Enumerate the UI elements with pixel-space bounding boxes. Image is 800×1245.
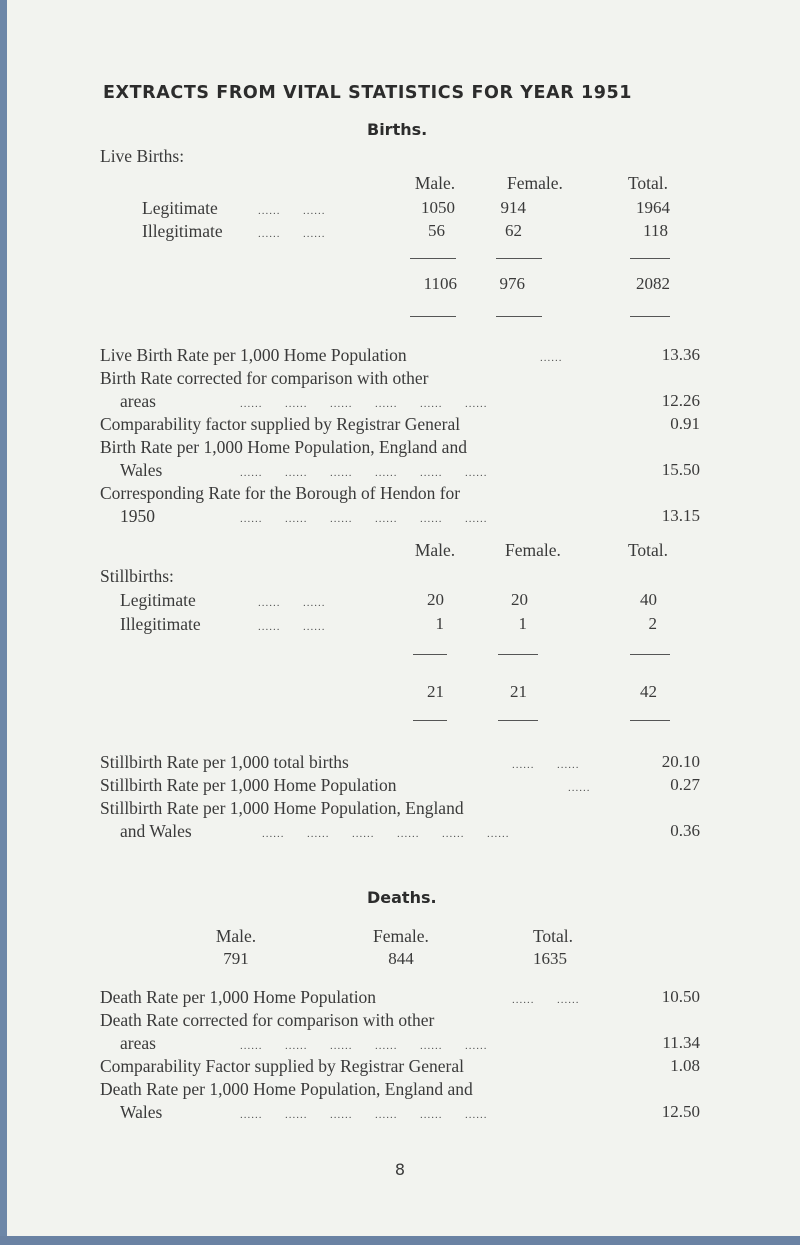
births-row-label: Legitimate [142,198,218,218]
births-cell-male: 1050 [421,198,455,217]
rate-label: Death Rate per 1,000 Home Population [100,987,377,1007]
leader-dots: ...... ...... ...... ...... ...... ...... [240,513,488,525]
rate-value: 0.91 [670,414,700,433]
deaths-female: 844 [388,949,414,968]
deaths-male: 791 [223,949,249,968]
deaths-col-total: Total. [532,926,574,946]
births-total-female: 976 [499,274,525,293]
births-cell-total: 118 [643,221,668,240]
rate-value: 0.36 [670,821,700,840]
deaths-total: 1635 [533,949,567,968]
rate-label: Death Rate per 1,000 Home Population, England and [100,1079,473,1099]
sum-rule [498,720,538,721]
births-cell-male: 56 [428,221,445,240]
rate-label: Corresponding Rate for the Borough of Hendon for [100,483,461,503]
sum-rule [413,654,447,655]
sum-rule [630,720,670,721]
rate-label: Birth Rate per 1,000 Home Population, England and [100,437,467,457]
leader-dots: ...... ...... [512,759,580,771]
rate-label: Comparability Factor supplied by Registrar General [100,1056,465,1076]
rate-value: 0.27 [670,775,700,794]
rate-label: Comparability factor supplied by Registrar General [100,414,461,434]
stillbirths-cell-male: 20 [427,590,444,609]
births-cell-total: 1964 [636,198,670,217]
stillbirths-row-label: Legitimate [120,590,196,610]
births-heading: Births. [367,120,428,139]
stillbirths-cell-female: 1 [518,614,527,633]
rate-label-continued: areas [120,1033,156,1053]
leader-dots: ...... ...... ...... ...... ...... ...... [240,1040,488,1052]
rate-value: 12.50 [661,1102,700,1121]
rate-value: 20.10 [661,752,700,771]
sum-rule [630,654,670,655]
rate-label-continued: Wales [120,460,163,480]
births-col-female: Female. [507,173,563,193]
births-col-male: Male. [414,173,456,193]
leader-dots: ...... [568,782,591,794]
stillbirths-row-label: Illegitimate [120,614,201,634]
leader-dots: ...... ...... [258,621,326,633]
deaths-col-female: Female. [373,926,429,946]
rate-label: Stillbirth Rate per 1,000 total births [100,752,349,772]
deaths-heading: Deaths. [367,888,437,907]
stillbirths-col-male: Male. [414,540,456,560]
stillbirths-col-female: Female. [505,540,561,560]
births-total-total: 2082 [636,274,670,293]
sum-rule [410,258,456,259]
stillbirths-label: Stillbirths: [100,566,174,586]
leader-dots: ...... ...... ...... ...... ...... ...... [240,467,488,479]
sum-rule [630,316,670,317]
leader-dots: ...... ...... ...... ...... ...... ...... [240,398,488,410]
stillbirths-total-total: 42 [640,682,657,701]
rate-label-continued: and Wales [120,821,192,841]
rate-label: Live Birth Rate per 1,000 Home Population [100,345,407,365]
rate-value: 13.15 [661,506,700,525]
rate-label: Birth Rate corrected for comparison with other [100,368,429,388]
leader-dots: ...... ...... [258,228,326,240]
sum-rule [496,258,542,259]
live-births-label: Live Births: [100,146,185,166]
rate-value: 12.26 [661,391,700,410]
births-total-male: 1106 [423,274,457,293]
rate-label-continued: areas [120,391,156,411]
births-cell-female: 914 [500,198,526,217]
rate-label: Stillbirth Rate per 1,000 Home Population, England [100,798,464,818]
rate-value: 15.50 [661,460,700,479]
sum-rule [498,654,538,655]
deaths-col-male: Male. [215,926,257,946]
rate-value: 10.50 [661,987,700,1006]
sum-rule [496,316,542,317]
leader-dots: ...... ...... ...... ...... ...... ...... [240,1109,488,1121]
rate-value: 13.36 [661,345,700,364]
rate-label-continued: 1950 [120,506,155,526]
stillbirths-col-total: Total. [627,540,669,560]
stillbirths-cell-total: 2 [648,614,657,633]
leader-dots: ...... ...... [258,597,326,609]
page-title: EXTRACTS FROM VITAL STATISTICS FOR YEAR 1951 [103,83,633,103]
leader-dots: ...... [540,352,563,364]
rate-label: Death Rate corrected for comparison with other [100,1010,435,1030]
births-col-total: Total. [627,173,669,193]
leader-dots: ...... ...... [258,205,326,217]
births-cell-female: 62 [505,221,522,240]
rate-label: Stillbirth Rate per 1,000 Home Population [100,775,397,795]
stillbirths-cell-female: 20 [511,590,528,609]
rate-label-continued: Wales [120,1102,163,1122]
sum-rule [413,720,447,721]
rate-value: 1.08 [670,1056,700,1075]
page-number: 8 [394,1160,406,1179]
sum-rule [410,316,456,317]
stillbirths-cell-male: 1 [435,614,444,633]
stillbirths-total-female: 21 [510,682,527,701]
births-row-label: Illegitimate [142,221,223,241]
leader-dots: ...... ...... ...... ...... ...... ...... [262,828,510,840]
leader-dots: ...... ...... [512,994,580,1006]
stillbirths-total-male: 21 [427,682,444,701]
sum-rule [630,258,670,259]
page-edge-bottom [0,1236,800,1245]
stillbirths-cell-total: 40 [640,590,657,609]
rate-value: 11.34 [662,1033,700,1052]
